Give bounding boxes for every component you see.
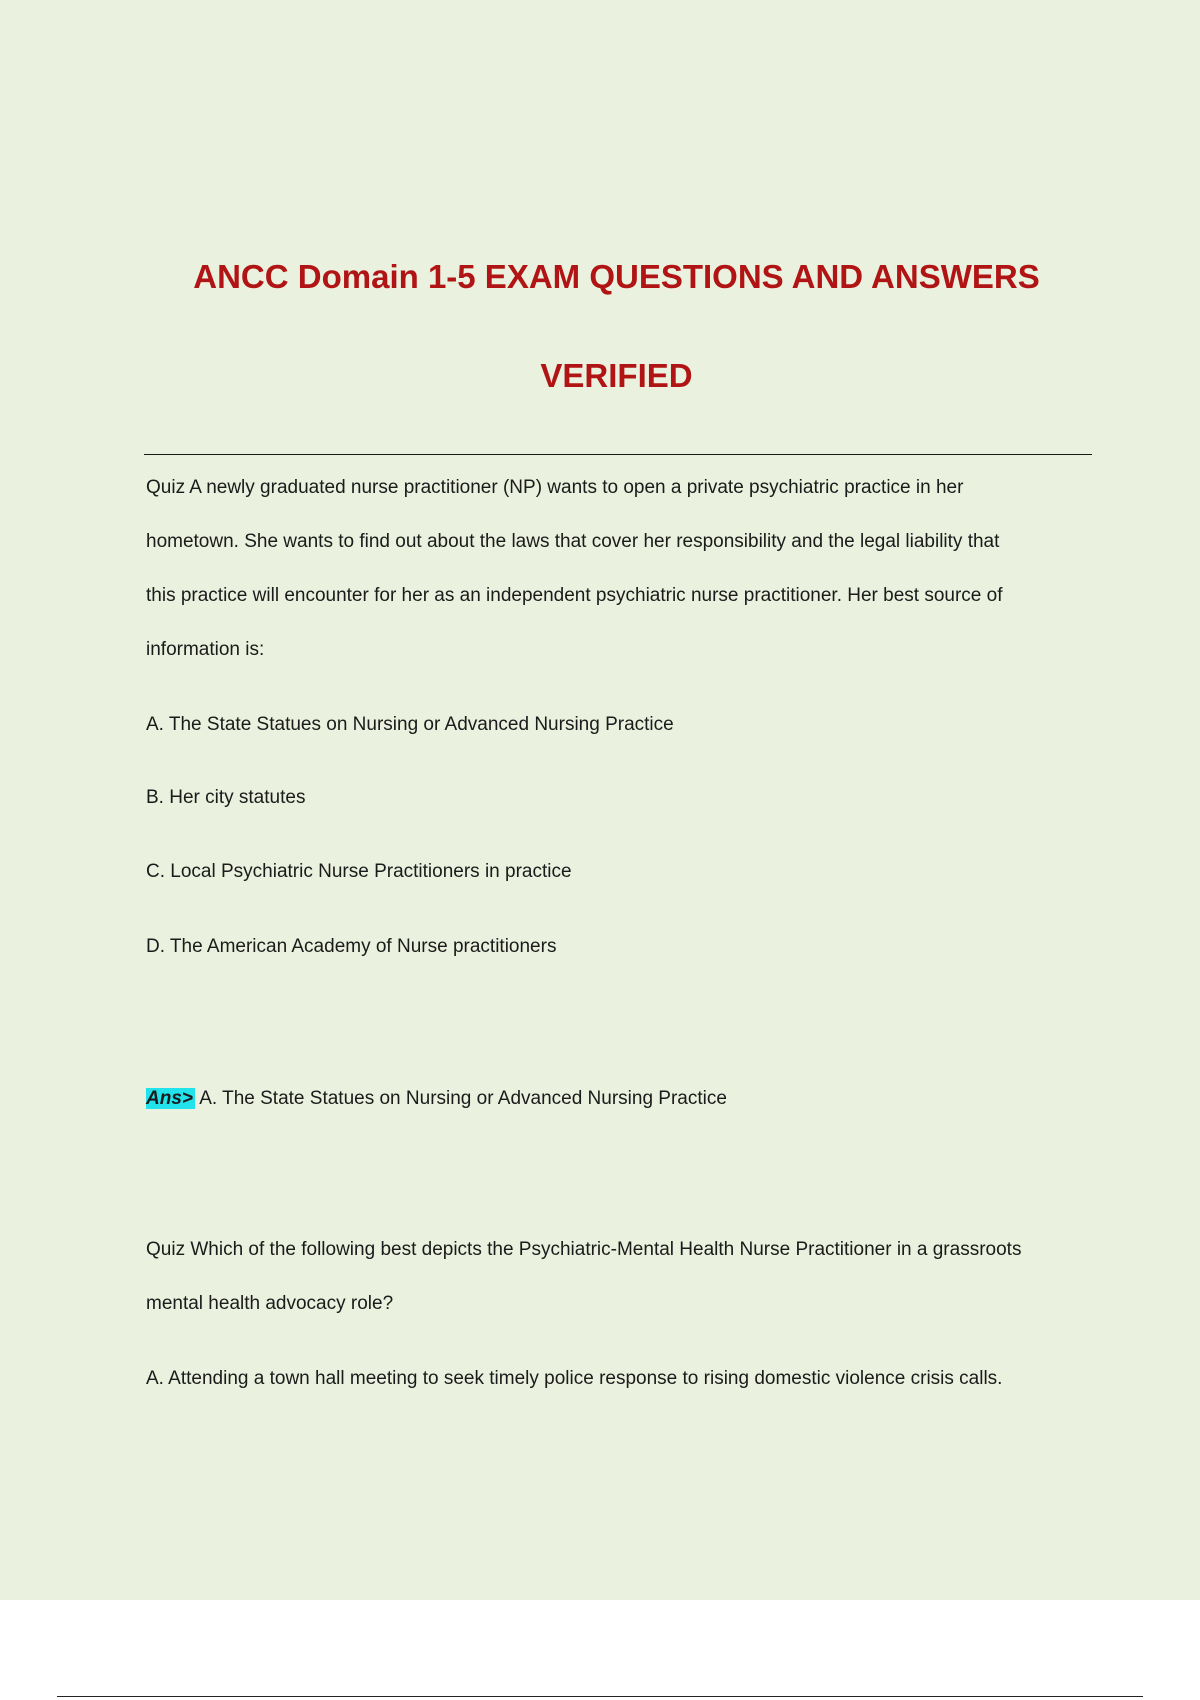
- footer-divider: [57, 1696, 1143, 1697]
- question2-option-a: A. Attending a town hall meeting to seek timely police response to rising domestic violence crisis calls.: [146, 1368, 1003, 1389]
- question1-option-d: D. The American Academy of Nurse practitioners: [146, 936, 557, 957]
- question1-option-c: C. Local Psychiatric Nurse Practitioners in practice: [146, 861, 572, 882]
- question1-option-a: A. The State Statues on Nursing or Advanced Nursing Practice: [146, 714, 674, 735]
- question1-line: Quiz A newly graduated nurse practitioner (NP) wants to open a private psychiatric practice in her: [146, 477, 964, 498]
- answer-highlight-label: Ans>: [146, 1088, 193, 1109]
- document-title-verified: VERIFIED: [540, 357, 693, 394]
- question1-option-b: B. Her city statutes: [146, 787, 306, 808]
- answer-text: A. The State Statues on Nursing or Advanced Nursing Practice: [195, 1088, 727, 1109]
- question2-line: mental health advocacy role?: [146, 1293, 394, 1314]
- question1-answer: [146, 1088, 727, 1110]
- question1-line: this practice will encounter for her as an independent psychiatric nurse practitioner. Her best source of: [146, 585, 1003, 606]
- title-divider: [144, 454, 1092, 455]
- document-title: ANCC Domain 1-5 EXAM QUESTIONS AND ANSWERS: [193, 258, 1040, 295]
- question2-line: Quiz Which of the following best depicts the Psychiatric-Mental Health Nurse Practitioner in a grassroots: [146, 1239, 1022, 1260]
- question1-line: information is:: [146, 639, 265, 660]
- question1-line: hometown. She wants to find out about the laws that cover her responsibility and the legal liability that: [146, 531, 1000, 552]
